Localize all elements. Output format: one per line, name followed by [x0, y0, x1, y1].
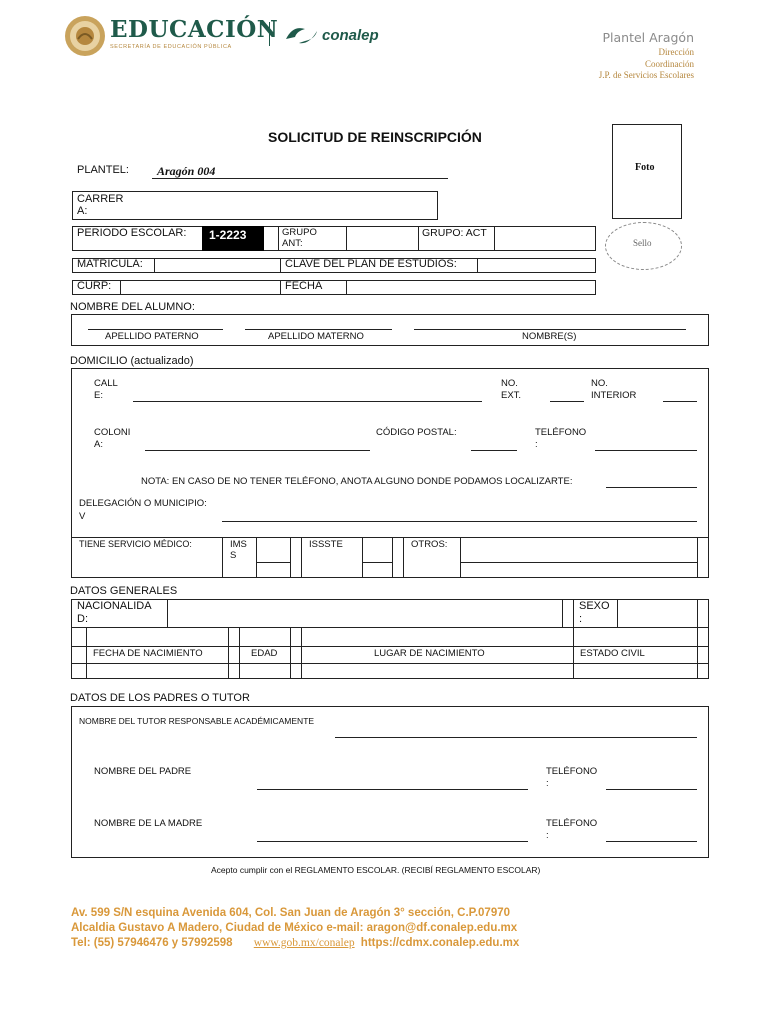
curp-field[interactable]: [120, 280, 121, 295]
colonia-label: COLONI A:: [94, 427, 131, 450]
padre-field[interactable]: [257, 789, 528, 790]
madre-label: NOMBRE DE LA MADRE: [94, 818, 203, 829]
footer-link-gob[interactable]: www.gob.mx/conalep: [253, 937, 355, 949]
acepto-text: Acepto cumplir con el REGLAMENTO ESCOLAR. (RECIBÍ REGLAMENTO ESCOLAR): [211, 865, 541, 875]
edad-field[interactable]: [240, 664, 289, 678]
section-padres: DATOS DE LOS PADRES O TUTOR: [70, 692, 250, 704]
madre-field[interactable]: [257, 841, 528, 842]
imss-checkbox[interactable]: [256, 562, 290, 563]
footer-link-cdmx[interactable]: https://cdmx.conalep.edu.mx: [360, 937, 520, 949]
telefono-field[interactable]: [595, 450, 697, 451]
padres-box: [71, 706, 709, 858]
madre-telefono-label: TELÉFONO :: [546, 818, 598, 841]
lugar-nacimiento-label: LUGAR DE NACIMIENTO: [374, 648, 485, 659]
fecha-label: FECHA: [285, 280, 323, 292]
delegacion-label: DELEGACIÓN O MUNICIPIO: V: [79, 498, 207, 522]
sexo-label: SEXO :: [579, 600, 610, 625]
fecha-nacimiento-label: FECHA DE NACIMIENTO: [93, 648, 203, 659]
grupo-act-label: GRUPO: ACT: [422, 227, 487, 239]
fecha-nacimiento-field[interactable]: [87, 664, 227, 678]
plantel-header: Plantel Aragón: [602, 30, 694, 45]
plantel-value: Aragón 004: [157, 164, 216, 178]
no-ext-label: NO. EXT.: [501, 378, 522, 401]
no-int-label: NO. INTERIOR: [591, 378, 637, 401]
issste-checkbox[interactable]: [362, 562, 392, 563]
periodo-value: 1-2223: [202, 226, 264, 251]
no-ext-field[interactable]: [550, 401, 584, 402]
otros-label: OTROS:: [411, 539, 448, 550]
periodo-label: PERIODO ESCOLAR:: [77, 227, 187, 239]
curp-row: [72, 280, 596, 295]
grupo-act-field[interactable]: [494, 226, 495, 251]
carrera-field[interactable]: CARRER A:: [72, 191, 438, 220]
padre-telefono-field[interactable]: [606, 789, 697, 790]
padre-label: NOMBRE DEL PADRE: [94, 766, 192, 777]
nacionalidad-field[interactable]: [562, 599, 563, 627]
form-title: SOLICITUD DE REINSCRIPCIÓN: [268, 129, 482, 145]
curp-label: CURP:: [77, 280, 112, 292]
grupo-ant-label: GRUPO ANT:: [282, 227, 317, 249]
clave-field[interactable]: [477, 258, 478, 273]
section-domicilio: DOMICILIO (actualizado): [70, 355, 194, 367]
apellido-paterno-label: APELLIDO PATERNO: [105, 331, 199, 342]
apellido-materno-label: APELLIDO MATERNO: [268, 331, 364, 342]
cp-label: CÓDIGO POSTAL:: [376, 427, 457, 438]
section-generales: DATOS GENERALES: [70, 585, 178, 597]
footer-address: [71, 906, 519, 951]
calle-field[interactable]: [133, 401, 482, 402]
nacionalidad-label: NACIONALIDA D:: [77, 600, 152, 625]
educacion-brand: EDUCACIÓN SECRETARÍA DE EDUCACIÓN PÚBLICA: [110, 16, 279, 50]
header-divider: [269, 22, 270, 46]
fecha-field[interactable]: [346, 280, 347, 295]
issste-label: ISSSTE: [309, 539, 343, 550]
cp-field[interactable]: [471, 450, 517, 451]
conalep-mark-icon: [283, 23, 321, 47]
estado-civil-label: ESTADO CIVIL: [580, 648, 645, 659]
tutor-field[interactable]: [335, 737, 697, 738]
otros-field[interactable]: [460, 562, 697, 563]
lugar-nacimiento-field[interactable]: [302, 664, 572, 678]
padre-telefono-label: TELÉFONO :: [546, 766, 598, 789]
photo-box[interactable]: Foto: [612, 124, 682, 219]
nota-text: NOTA: EN CASO DE NO TENER TELÉFONO, ANOTA ALGUNO DONDE PODAMOS LOCALIZARTE:: [141, 476, 573, 487]
estado-civil-field[interactable]: [574, 664, 696, 678]
plantel-line: [152, 178, 448, 179]
conalep-logo: conalep: [283, 23, 379, 47]
footer-tel: Tel: (55) 57946476 y 57992598: [71, 937, 233, 949]
nombres-label: NOMBRE(S): [522, 331, 577, 342]
delegacion-field[interactable]: [222, 521, 697, 522]
grupo-ant-field[interactable]: [418, 226, 419, 251]
no-int-field[interactable]: [663, 401, 697, 402]
matricula-field[interactable]: [280, 258, 281, 273]
plantel-label: PLANTEL:: [77, 164, 129, 176]
footer-address-line1: Av. 599 S/N esquina Avenida 604, Col. San Juan de Aragón 3° sección, C.P.07970: [71, 907, 511, 919]
nota-field[interactable]: [606, 487, 697, 488]
footer-address-line2: Alcaldia Gustavo A Madero, Ciudad de México e-mail: aragon@df.conalep.edu.mx: [71, 922, 518, 934]
matricula-label: MATRICULA:: [77, 258, 143, 270]
sexo-field[interactable]: [617, 599, 618, 627]
tutor-label: NOMBRE DEL TUTOR RESPONSABLE ACADÉMICAMENTE: [79, 716, 315, 726]
servicio-medico-label: TIENE SERVICIO MÉDICO:: [79, 539, 192, 549]
section-alumno: NOMBRE DEL ALUMNO:: [70, 301, 195, 313]
header-department-lines: Dirección Coordinación J.P. de Servicios Escolares: [598, 47, 694, 80]
calle-label: CALL E:: [94, 378, 118, 401]
stamp-area: Sello: [605, 222, 682, 270]
telefono-label: TELÉFONO :: [535, 427, 587, 450]
colonia-field[interactable]: [145, 450, 370, 451]
clave-label: CLAVE DEL PLAN DE ESTUDIOS:: [285, 258, 457, 270]
imss-label: IMS S: [230, 539, 247, 561]
madre-telefono-field[interactable]: [606, 841, 697, 842]
edad-label: EDAD: [251, 648, 278, 659]
sep-seal-logo: [64, 15, 106, 57]
